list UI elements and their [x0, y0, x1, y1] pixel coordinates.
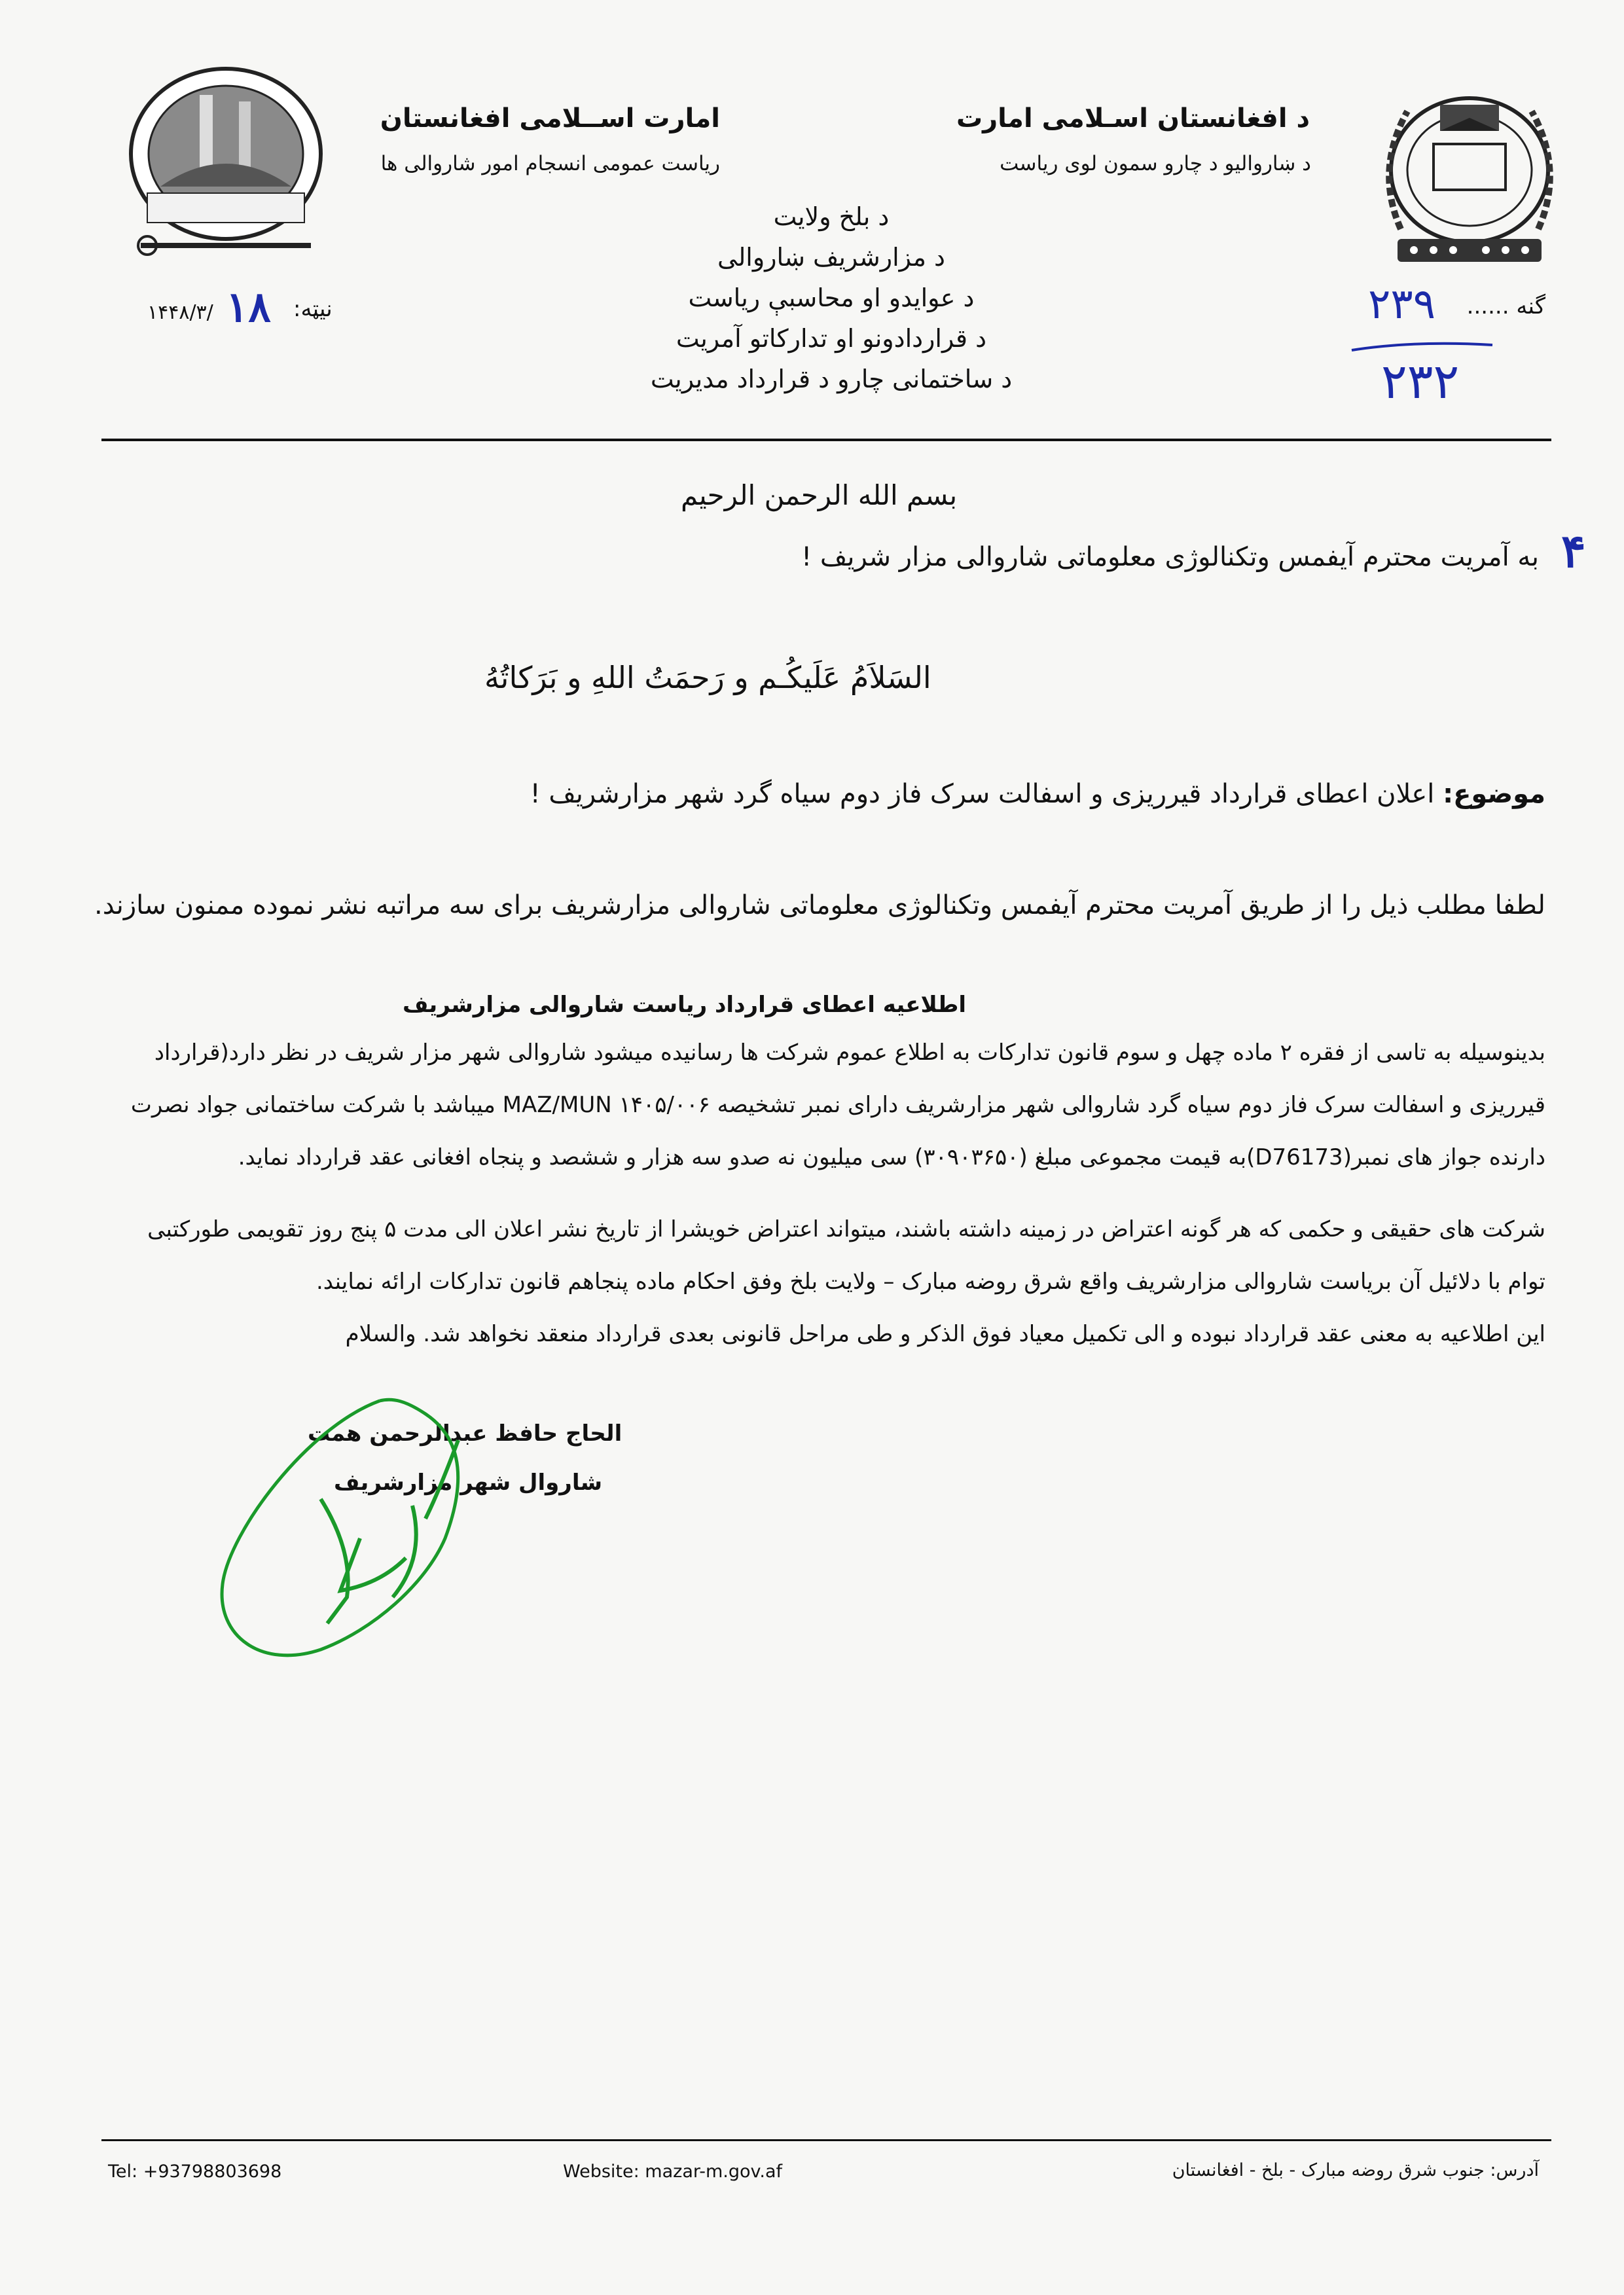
- footer-divider: [101, 2139, 1551, 2141]
- signer-name: الحاج حافظ عبدالرحمن همت: [308, 1420, 623, 1447]
- center-line-province: د بلخ ولایت: [773, 202, 890, 231]
- notice-line-2: قیرریزی و اسفالت سرک فاز دوم سیاه گرد شاروالی شهر مزارشریف دارای نمبر تشخیصه MAZ/MUN ۱۴۰۵/۰۰۶ میباشد با شرکت ساختمانی جواد نصرت: [130, 1092, 1545, 1118]
- notice-line-4: شرکت های حقیقی و حکمی که هر گونه اعتراض در زمینه داشته باشند، میتواند اعتراض خویشرا از تاریخ نشر اعلان الی مدت ۵ پنج روز تقویمی طورکتبی: [147, 1216, 1545, 1242]
- addressee-line: به آمریت محترم آیفمس وتکنالوژی معلوماتی شاروالی مزار شریف !: [801, 542, 1539, 572]
- center-line-procurement: د قراردادونو او تدارکاتو آمریت: [676, 324, 987, 353]
- center-line-construction: د ساختمانی چارو د قرارداد مدیریت: [650, 365, 1013, 393]
- center-line-municipality: د مزارشریف ښاروالی: [717, 243, 945, 272]
- subject-text: اعلان اعطای قرارداد قیرریزی و اسفالت سرک فاز دوم سیاه گرد شهر مزارشریف !: [530, 779, 1435, 809]
- signer-title: شاروال شهر مزارشریف: [334, 1470, 603, 1496]
- bismillah-heading: بسم الله الرحمن الرحیم: [681, 479, 958, 511]
- notice-line-6: این اطلاعیه به معنی عقد قرارداد نبوده و الی تکمیل معیاد فوق الذکر و طی مراحل قانونی بعدی قرارداد منعقد نخواهد شد. والسلام: [345, 1321, 1545, 1347]
- left-header-title: امارت اســلامی افغانستان: [380, 103, 720, 134]
- handwritten-mark: ۴: [1561, 524, 1586, 578]
- subject-line: [530, 779, 1545, 809]
- document-number-handwritten: ۲۳۹: [1368, 280, 1436, 329]
- date-label: نیټه:: [293, 296, 333, 322]
- notice-line-1: بدینوسیله به تاسی از فقره ۲ ماده چهل و سوم قانون تدارکات به اطلاع عموم شرکت ها رسانیده میشود شاروالی شهر مزار شریف در نظر دارد(قرارداد: [154, 1039, 1545, 1066]
- municipality-seal-icon: [121, 62, 331, 265]
- document-number-label: گنه ......: [1466, 293, 1545, 319]
- footer-website: Website: mazar-m.gov.af: [563, 2161, 783, 2182]
- salutation-line: السَلاَمُ عَلَیکُـم و رَحمَتُ اللهِ و بَرَکاتُهُ: [484, 660, 931, 695]
- right-header-subtitle: د ښاروالیو د چارو سمون لوی ریاست: [1000, 152, 1311, 175]
- request-paragraph: لطفا مطلب ذیل را از طریق آمریت محترم آیفمس وتکنالوژی معلوماتی شاروالی مزارشریف برای سه مراتبه نشر نموده ممنون سازند.: [94, 890, 1545, 920]
- footer-tel: Tel: +93798803698: [108, 2161, 282, 2182]
- right-header-title: د افغانستان اسـلامی امارت: [956, 103, 1310, 134]
- notice-title: اطلاعیه اعطای قرارداد ریاست شاروالی مزارشریف: [402, 992, 966, 1018]
- header-divider: [101, 439, 1551, 441]
- left-header-subtitle: ریاست عمومی انسجام امور شاروالی ها: [380, 152, 720, 175]
- notice-line-3: دارنده جواز های نمبر(D76173)به قیمت مجموعی مبلغ (۳۰۹۰۳۶۵۰) سی میلیون نه صدو سه هزار و ششصد و پنجاه افغانی عقد قرارداد نماید.: [238, 1144, 1545, 1170]
- center-line-revenue: د عوایدو او محاسبې ریاست: [688, 283, 975, 312]
- subject-label: موضوع:: [1443, 779, 1545, 809]
- center-header-block: [628, 196, 1034, 399]
- date-day-handwritten: ۱۸: [226, 283, 271, 332]
- signature-icon: [209, 1388, 537, 1676]
- footer-address: آدرس: جنوب شرق روضه مبارک - بلخ - افغانستان: [1172, 2160, 1539, 2180]
- notice-line-5: توام با دلائیل آن بریاست شاروالی مزارشریف واقع شرق روضه مبارک – ولایت بلخ وفق احکام ماده پنجاهم قانون تدارکات ارائه نمایند.: [316, 1269, 1545, 1295]
- date-value: ۱۴۴۸/۳/: [147, 301, 213, 324]
- document-number-handwritten-2: ۲۳۲: [1381, 353, 1460, 410]
- emirate-emblem-icon: [1362, 79, 1578, 275]
